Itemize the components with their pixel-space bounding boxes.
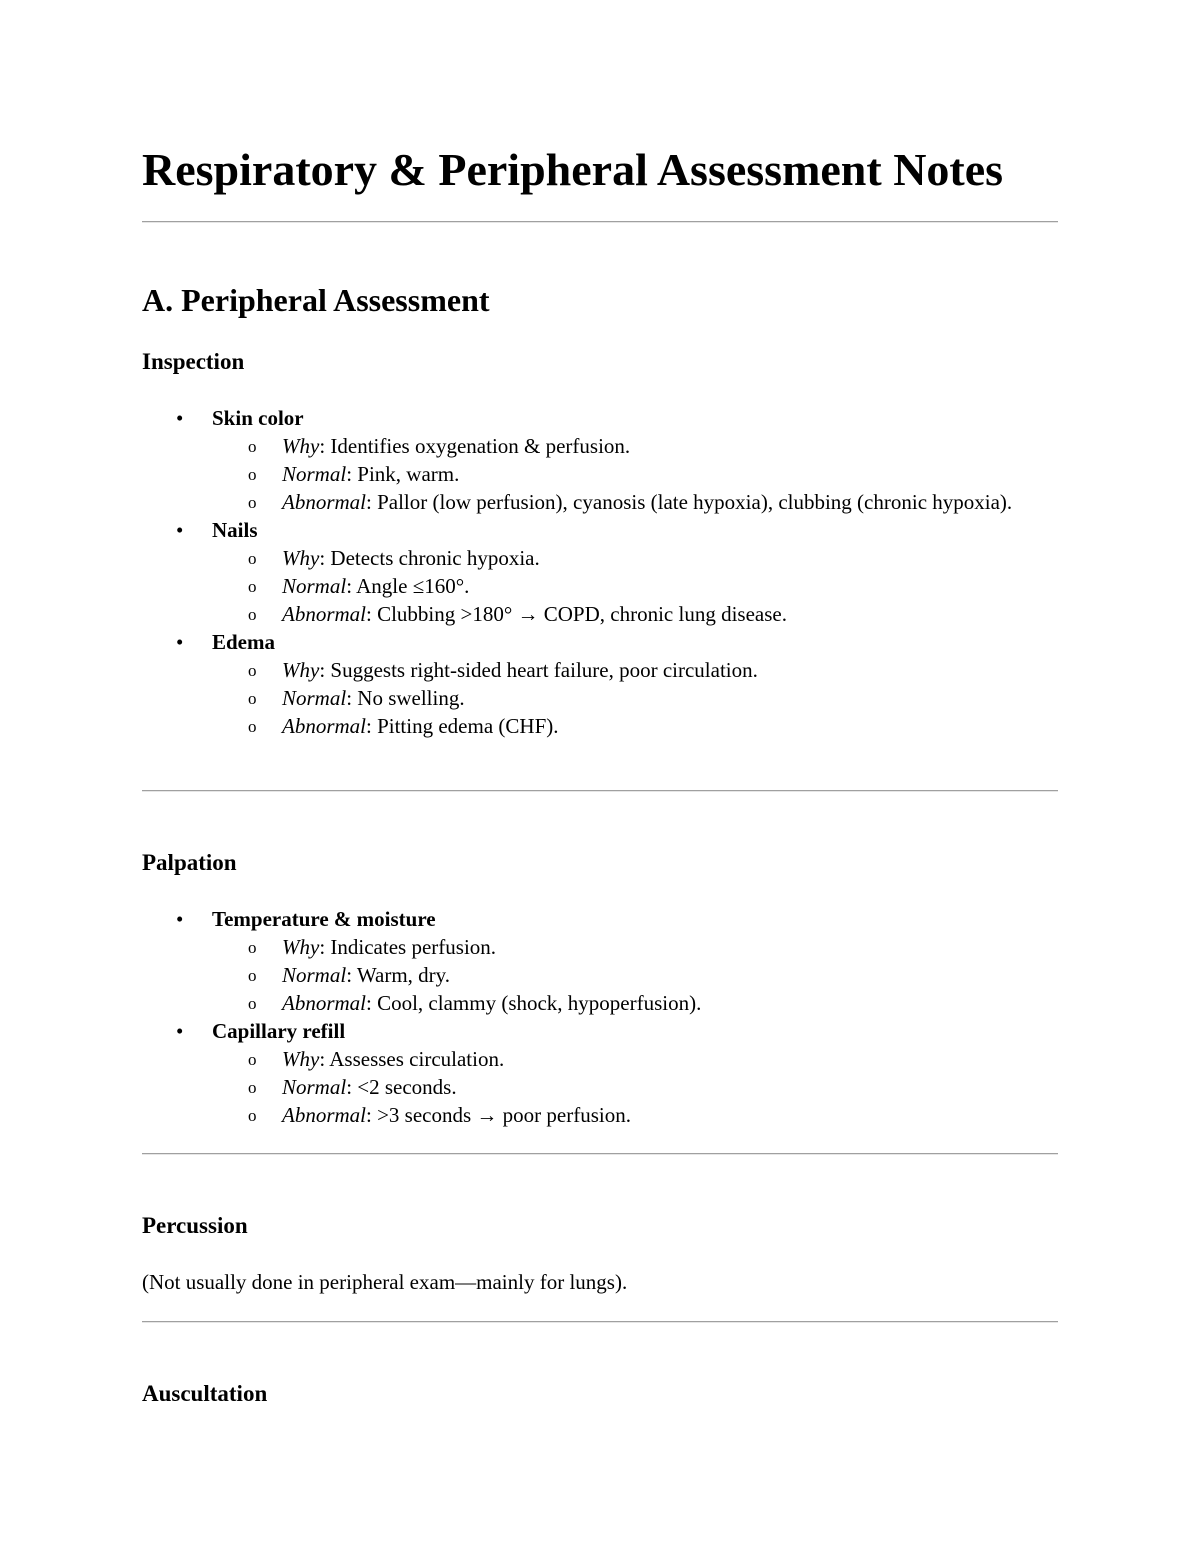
topic-label: Temperature & moisture — [212, 907, 436, 931]
sub-bullet-icon: o — [248, 465, 257, 484]
sub-bullet-icon: o — [248, 938, 257, 957]
sub-bullet-icon: o — [248, 966, 257, 985]
list-item — [142, 628, 1058, 740]
sub-list-item — [212, 712, 1042, 740]
sub-list-item — [212, 684, 1042, 712]
bullet-icon: • — [176, 630, 184, 654]
sub-bullet-icon: o — [248, 1106, 257, 1125]
abnormal-text: : Cool, clammy (shock, hypoperfusion). — [366, 991, 702, 1015]
why-label: Why — [282, 935, 320, 959]
sub-list-item — [212, 1045, 1042, 1073]
abnormal-label: Abnormal — [282, 991, 366, 1015]
normal-text: : No swelling. — [346, 686, 465, 710]
sub-list — [212, 1045, 1058, 1129]
normal-label: Normal — [282, 574, 347, 598]
normal-label: Normal — [282, 462, 347, 486]
abnormal-label: Abnormal — [282, 602, 366, 626]
sub-list — [212, 432, 1058, 516]
sub-list — [212, 544, 1058, 628]
topic-label: Capillary refill — [212, 1019, 346, 1043]
sub-list-item — [212, 933, 1042, 961]
abnormal-text: : Pallor (low perfusion), cyanosis (late hypoxia), clubbing (chronic hypoxia). — [366, 490, 1013, 514]
topic-label: Nails — [212, 518, 258, 542]
sub-bullet-icon: o — [248, 549, 257, 568]
abnormal-label: Abnormal — [282, 714, 366, 738]
percussion-heading: Percussion — [142, 1213, 248, 1238]
why-label: Why — [282, 658, 320, 682]
normal-text: : <2 seconds. — [346, 1075, 457, 1099]
percussion-note: (Not usually done in peripheral exam—mainly for lungs). — [142, 1270, 628, 1294]
horizontal-rule — [142, 1321, 1058, 1323]
why-text: : Suggests right-sided heart failure, poor circulation. — [319, 658, 758, 682]
topic-label: Skin color — [212, 406, 304, 430]
bullet-icon: • — [176, 518, 184, 542]
sub-bullet-icon: o — [248, 689, 257, 708]
sub-bullet-icon: o — [248, 661, 257, 680]
sub-bullet-icon: o — [248, 577, 257, 596]
sub-bullet-icon: o — [248, 1050, 257, 1069]
sub-bullet-icon: o — [248, 717, 257, 736]
sub-list — [212, 656, 1058, 740]
why-label: Why — [282, 1047, 320, 1071]
horizontal-rule — [142, 221, 1058, 223]
inspection-heading: Inspection — [142, 349, 245, 374]
why-text: : Identifies oxygenation & perfusion. — [319, 434, 631, 458]
sub-list-item — [212, 961, 1042, 989]
why-label: Why — [282, 434, 320, 458]
why-label: Why — [282, 546, 320, 570]
list-item — [142, 905, 1058, 1017]
list-item — [142, 1017, 1058, 1129]
horizontal-rule — [142, 1153, 1058, 1155]
topic-label: Edema — [212, 630, 275, 654]
abnormal-label: Abnormal — [282, 1103, 366, 1127]
bullet-icon: • — [176, 907, 184, 931]
sub-bullet-icon: o — [248, 605, 257, 624]
abnormal-text: : Pitting edema (CHF). — [366, 714, 559, 738]
abnormal-label: Abnormal — [282, 490, 366, 514]
section-a-title: A. Peripheral Assessment — [142, 282, 490, 318]
palpation-list — [142, 905, 1058, 1129]
sub-list-item — [212, 989, 1042, 1017]
why-text: : Assesses circulation. — [319, 1047, 505, 1071]
sub-list-item — [212, 460, 1042, 488]
inspection-list — [142, 404, 1058, 740]
auscultation-heading: Auscultation — [142, 1381, 268, 1406]
document-title: Respiratory & Peripheral Assessment Notes — [142, 144, 1004, 195]
sub-bullet-icon: o — [248, 437, 257, 456]
normal-text: : Pink, warm. — [346, 462, 460, 486]
horizontal-rule — [142, 790, 1058, 792]
sub-bullet-icon: o — [248, 493, 257, 512]
list-item — [142, 404, 1058, 516]
normal-label: Normal — [282, 686, 347, 710]
normal-label: Normal — [282, 963, 347, 987]
bullet-icon: • — [176, 406, 184, 430]
bullet-icon: • — [176, 1019, 184, 1043]
sub-list-item — [212, 656, 1042, 684]
sub-bullet-icon: o — [248, 1078, 257, 1097]
abnormal-text: : >3 seconds → poor perfusion. — [366, 1103, 631, 1127]
sub-list-item — [212, 1101, 1042, 1129]
normal-label: Normal — [282, 1075, 347, 1099]
list-item — [142, 516, 1058, 628]
palpation-heading: Palpation — [142, 850, 237, 875]
abnormal-text: : Clubbing >180° → COPD, chronic lung disease. — [366, 602, 787, 626]
sub-list-item — [212, 1073, 1042, 1101]
sub-bullet-icon: o — [248, 994, 257, 1013]
why-text: : Indicates perfusion. — [319, 935, 497, 959]
sub-list-item — [212, 432, 1042, 460]
normal-text: : Angle ≤160°. — [346, 574, 470, 598]
sub-list-item — [212, 572, 1042, 600]
sub-list-item — [212, 488, 1042, 516]
sub-list-item — [212, 600, 1042, 628]
why-text: : Detects chronic hypoxia. — [319, 546, 540, 570]
sub-list — [212, 933, 1058, 1017]
normal-text: : Warm, dry. — [346, 963, 451, 987]
sub-list-item — [212, 544, 1042, 572]
